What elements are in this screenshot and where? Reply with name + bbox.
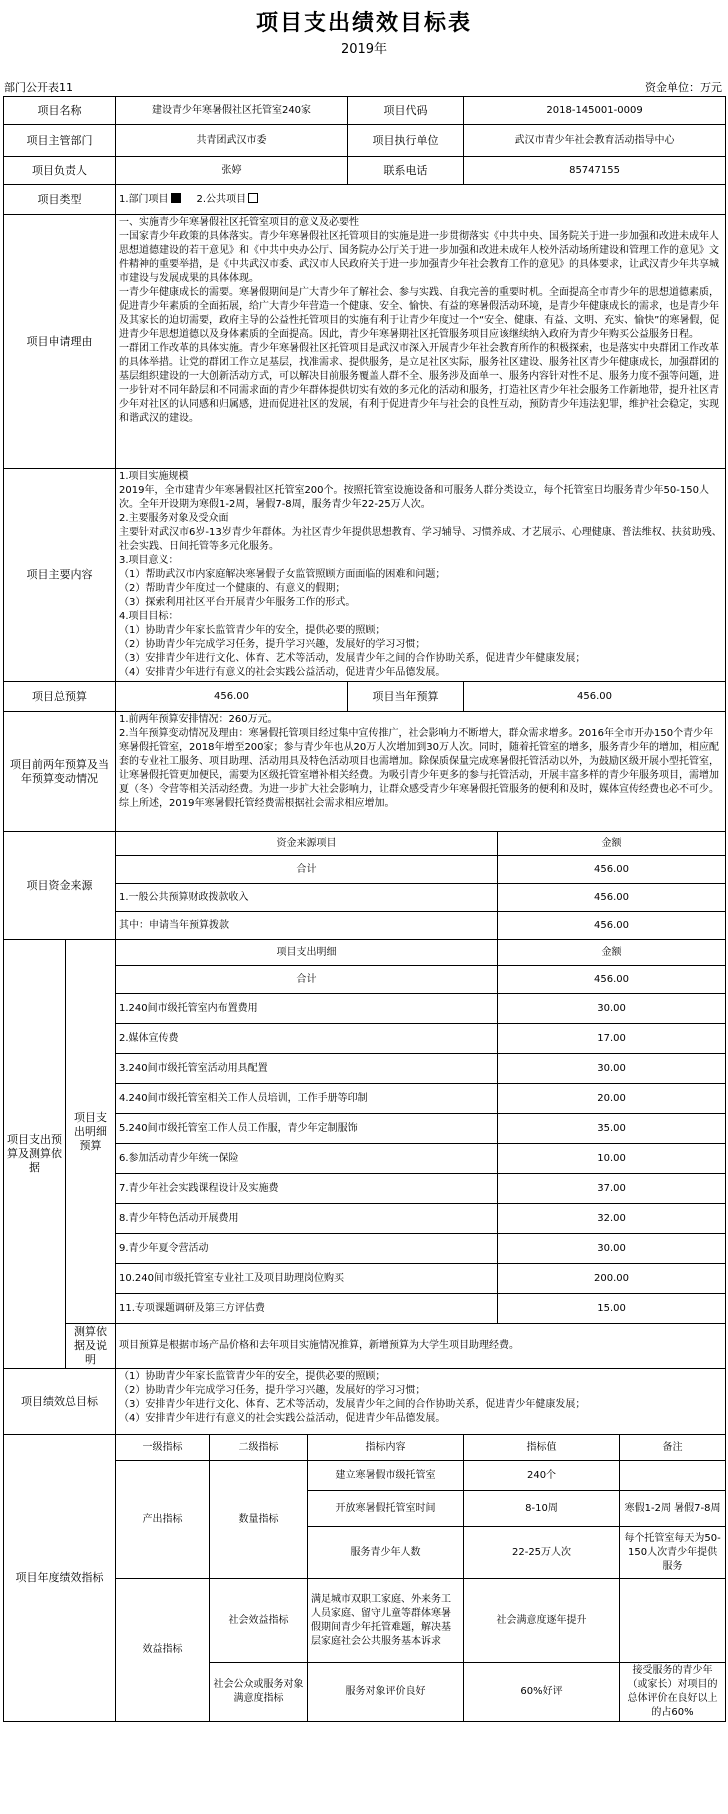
satisfaction-indicator-label: 社会公众或服务对象满意度指标: [210, 1663, 308, 1722]
expense-row-item: 3.240间市级托管室活动用具配置: [116, 1054, 498, 1084]
type-label: 项目类型: [4, 185, 116, 215]
expense-detail-label: 项目支出明细预算: [66, 940, 116, 1324]
expense-row-amount: 30.00: [498, 1234, 726, 1264]
reason-label: 项目申请理由: [4, 215, 116, 469]
indicator-col-value: 指标值: [464, 1435, 620, 1461]
phone-value: 85747155: [464, 157, 726, 185]
project-code-value: 2018-145001-0009: [464, 97, 726, 125]
quantity-indicator-label: 数量指标: [210, 1461, 308, 1579]
funding-row-amount: 456.00: [498, 856, 726, 884]
expense-label: 项目支出预算及测算依据: [4, 940, 66, 1369]
expense-row-item: 合计: [116, 966, 498, 994]
owner-value: 张婷: [116, 157, 348, 185]
expense-row-amount: 30.00: [498, 994, 726, 1024]
expense-row-item: 8.青少年特色活动开展费用: [116, 1204, 498, 1234]
social-indicator-label: 社会效益指标: [210, 1579, 308, 1663]
phone-label: 联系电话: [348, 157, 464, 185]
project-name-label: 项目名称: [4, 97, 116, 125]
expense-row-amount: 32.00: [498, 1204, 726, 1234]
expense-row-item: 2.媒体宣传费: [116, 1024, 498, 1054]
indicator-note: 接受服务的青少年（或家长）对项目的总体评价在良好以上的占60%: [620, 1663, 726, 1722]
project-code-label: 项目代码: [348, 97, 464, 125]
funding-row-item: 合计: [116, 856, 498, 884]
indicator-value: 22-25万人次: [464, 1527, 620, 1579]
funding-col-amount: 金额: [498, 832, 726, 856]
expense-row-amount: 10.00: [498, 1144, 726, 1174]
indicator-col-note: 备注: [620, 1435, 726, 1461]
table-code: 部门公开表11: [4, 81, 73, 94]
indicator-note: [620, 1461, 726, 1491]
indicator-value: 240个: [464, 1461, 620, 1491]
owner-label: 项目负责人: [4, 157, 116, 185]
output-indicator-label: 产出指标: [116, 1461, 210, 1579]
expense-row-item: 7.青少年社会实践课程设计及实施费: [116, 1174, 498, 1204]
indicator-note: [620, 1579, 726, 1663]
indicator-col-content: 指标内容: [308, 1435, 464, 1461]
indicator-content: 开放寒暑假托管室时间: [308, 1491, 464, 1527]
year-budget-label: 项目当年预算: [348, 682, 464, 712]
funding-row-item: 其中：申请当年预算拨款: [116, 912, 498, 940]
total-budget-value: 456.00: [116, 682, 348, 712]
content-label: 项目主要内容: [4, 469, 116, 682]
expense-row-amount: 20.00: [498, 1084, 726, 1114]
funding-col-item: 资金来源项目: [116, 832, 498, 856]
indicator-value: 60%好评: [464, 1663, 620, 1722]
expense-row-amount: 15.00: [498, 1294, 726, 1324]
content-text: 1.项目实施规模 2019年，全市建青少年寒暑假社区托管室200个。按照托管室设施设备和可服务人群分类设立，每个托管室日均服务青少年50-150人次。全年开设期为寒假1-2周，暑假7-8周，服务青少年22-25万人次。 2.主要服务对象及受众面 主要针对武汉市6岁-13岁青少年群体。为社区青少年提供思想教育、学习辅导、习惯养成、才艺展示、心理健康、普法维权、扶贫助残、社会实践、日间托管等多元化服务。 3.项目意义： （1）帮助武汉市内家庭解决寒暑假子女监管照顾方面面临的困难和问题； （2）帮助青少年度过一个健康的、有意义的假期； （3）探索利用社区平台开展青少年服务工作的形式。 4.项目目标： （1）协助青少年家长监管青少年的安全，提供必要的照顾； （2）协助青少年完成学习任务，提升学习兴趣，发展好的学习习惯； （3）安排青少年进行文化、体育、艺术等活动，发展青少年之间的合作协助关系，促进青少年健康发展； （4）安排青少年进行有意义的社会实践公益活动，促进青少年品德发展。: [116, 469, 726, 682]
unit-label: 资金单位：万元: [645, 81, 722, 94]
unchecked-box-icon: [248, 193, 258, 203]
total-budget-label: 项目总预算: [4, 682, 116, 712]
indicator-col-level1: 一级指标: [116, 1435, 210, 1461]
dept-label: 项目主管部门: [4, 125, 116, 157]
indicator-note: 每个托管室每天为50-150人次青少年提供服务: [620, 1527, 726, 1579]
expense-row-amount: 17.00: [498, 1024, 726, 1054]
expense-row-item: 1.240间市级托管室内布置费用: [116, 994, 498, 1024]
funding-label: 项目资金来源: [4, 832, 116, 940]
expense-row-item: 6.参加活动青少年统一保险: [116, 1144, 498, 1174]
expense-row-amount: 37.00: [498, 1174, 726, 1204]
indicator-content: 服务青少年人数: [308, 1527, 464, 1579]
expense-row-item: 9.青少年夏令营活动: [116, 1234, 498, 1264]
expense-row-amount: 30.00: [498, 1054, 726, 1084]
indicator-col-level2: 二级指标: [210, 1435, 308, 1461]
overall-goal-text: （1）协助青少年家长监管青少年的安全，提供必要的照顾； （2）协助青少年完成学习任务，提升学习兴趣，发展好的学习习惯； （3）安排青少年进行文化、体育、艺术等活动，发展青少年之间的合作协助关系，促进青少年健康发展； （4）安排青少年进行有意义的社会实践公益活动，促进青少年品德发展。: [116, 1369, 726, 1435]
indicator-content: 建立寒暑假市级托管室: [308, 1461, 464, 1491]
basis-label: 测算依据及说明: [66, 1324, 116, 1369]
exec-label: 项目执行单位: [348, 125, 464, 157]
year-budget-value: 456.00: [464, 682, 726, 712]
expense-col-amount: 金额: [498, 940, 726, 966]
indicator-content: 满足城市双职工家庭、外来务工人员家庭、留守儿童等群体寒暑假期间青少年托管难题，解决基层家庭社会公共服务基本诉求: [308, 1579, 464, 1663]
exec-value: 武汉市青少年社会教育活动指导中心: [464, 125, 726, 157]
performance-table: [3, 96, 726, 1722]
reason-text: 一、实施青少年寒暑假社区托管室项目的意义及必要性 一国家青少年政策的具体落实。青少年寒暑假社区托管项目的实施是进一步贯彻落实《中共中央、国务院关于进一步加强和改进未成年人思想道德建设的若干意见》和《中共中央办公厅、国务院办公厅关于进一步加强和改进未成年人校外活动场所建设和管理工作的意见》文件精神的重要举措，是《中共武汉市委、武汉市人民政府关于进一步加强青少年社会教育工作的意见》的具体要求，让武汉青少年共享城市建设与发展成果的具体体现。 一青少年健康成长的需要。寒暑假期间是广大青少年了解社会、参与实践、自我完善的重要时机。全面提高全市青少年的思想道德素质，促进青少年素质的全面拓展，给广大青少年营造一个健康、安全、愉快、有益的寒暑假活动环境，是青少年健康成长的需求，也是青少年及其家长的迫切需要，政府主导的公益性托管项目的实施有利于让青少年度过一个“安全、健康、有益、文明、充实、愉快”的寒暑假，促进青少年思想道德以及身体素质的全面提高。因此，青少年寒暑期社区托管服务项目应该继续纳入政府为青少年购买公益服务日程。 一群团工作改革的具体实施。青少年寒暑假社区托管项目是武汉市深入开展青少年社会教育所作的积极探索，也是落实中央群团工作改革的具体举措。让党的群团工作立足基层，找准需求、提供服务，是立足社区实际，服务社区建设、服务社区青少年健康成长，加强群团的基层组织建设的一大创新活动方式，可以解决目前服务覆盖人群不全、服务涉及面单一、服务内容针对性不足、服务力度不强等问题，进一步针对不同年龄层和不同需求面的青少年群体提供切实有效的多元化的活动和服务，打造社区青少年社会服务工作新地带，提升社区青少年对社区的认同感和归属感，进而促进社区的发展，有利于促进青少年与社会的良性互动，预防青少年违法犯罪，维护社会稳定，实现和谐武汉的建设。: [116, 215, 726, 469]
indicators-label: 项目年度绩效指标: [4, 1435, 116, 1722]
type-option-public: 2.公共项目: [196, 193, 246, 205]
dept-value: 共青团武汉市委: [116, 125, 348, 157]
overall-goal-label: 项目绩效总目标: [4, 1369, 116, 1435]
expense-row-item: 11.专项课题调研及第三方评估费: [116, 1294, 498, 1324]
indicator-value: 社会满意度逐年提升: [464, 1579, 620, 1663]
year-label: 2019年: [340, 42, 388, 57]
expense-col-item: 项目支出明细: [116, 940, 498, 966]
change-text: 1.前两年预算安排情况：260万元。 2.当年预算变动情况及理由：寒暑假托管项目经过集中宣传推广，社会影响力不断增大，群众需求增多。2016年全市开办150个青少年寒暑假托管室，2018年增至200家；参与青少年也从20万人次增加到30万人次。同时，随着托管室的增多，服务青少年的增加，相应配套的专业社工服务、项目助理、活动用具及特色活动项目也需增加。除保质保量完成寒暑假托管活动以外，为鼓励区级开展小型托管室，让寒暑假托管更加便民，需要为区级托管室增补相关经费。为吸引青少年更多的参与托管活动，开展丰富多样的青少年服务项目，需增加夏（冬）令营等相关活动经费。为进一步扩大社会影响力，让群众感受青少年寒暑假托管服务的便利和及时，媒体宣传经费也必不可少。综上所述，2019年寒暑假托管经费需根据社会需求相应增加。: [116, 712, 726, 832]
type-option-dept: 1.部门项目: [119, 193, 169, 205]
funding-row-amount: 456.00: [498, 912, 726, 940]
expense-row-amount: 200.00: [498, 1264, 726, 1294]
expense-row-item: 5.240间市级托管室工作人员工作服，青少年定制服饰: [116, 1114, 498, 1144]
expense-row-item: 10.240间市级托管室专业社工及项目助理岗位购买: [116, 1264, 498, 1294]
indicator-note: 寒假1-2周 暑假7-8周: [620, 1491, 726, 1527]
funding-row-amount: 456.00: [498, 884, 726, 912]
indicator-value: 8-10周: [464, 1491, 620, 1527]
change-label: 项目前两年预算及当年预算变动情况: [4, 712, 116, 832]
page-title: 项目支出绩效目标表: [255, 11, 472, 36]
indicator-content: 服务对象评价良好: [308, 1663, 464, 1722]
expense-row-item: 4.240间市级托管室相关工作人员培训，工作手册等印制: [116, 1084, 498, 1114]
funding-row-item: 1.一般公共预算财政拨款收入: [116, 884, 498, 912]
expense-row-amount: 35.00: [498, 1114, 726, 1144]
project-name-value: 建设青少年寒暑假社区托管室240家: [116, 97, 348, 125]
benefit-indicator-label: 效益指标: [116, 1579, 210, 1722]
expense-row-amount: 456.00: [498, 966, 726, 994]
checked-box-icon: [171, 193, 181, 203]
basis-text: 项目预算是根据市场产品价格和去年项目实施情况推算，新增预算为大学生项目助理经费。: [116, 1324, 726, 1369]
type-options: [116, 185, 726, 215]
